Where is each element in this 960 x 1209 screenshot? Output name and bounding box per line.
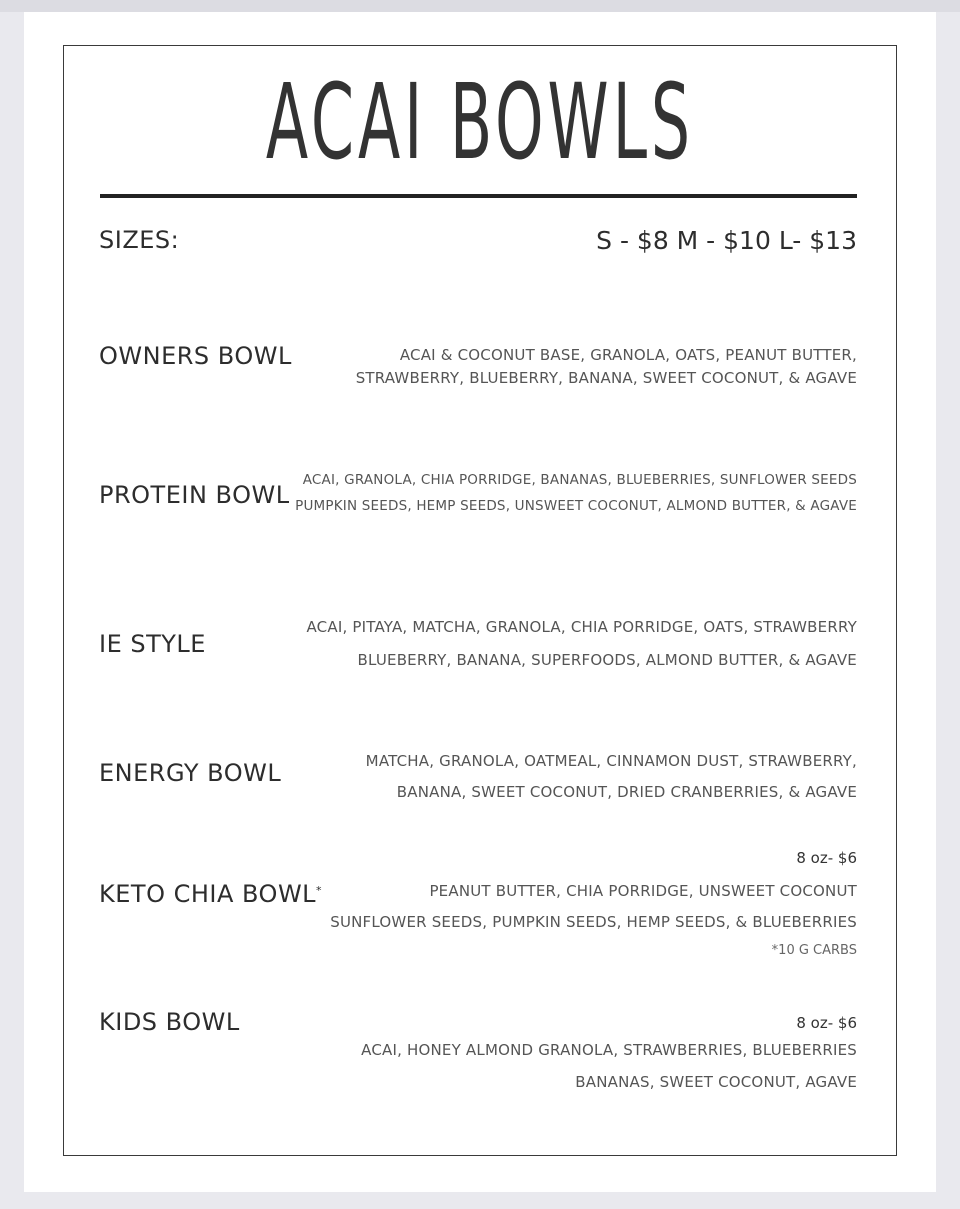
item-name-kids-bowl: KIDS BOWL bbox=[99, 1008, 240, 1036]
menu-title: ACAI BOWLS bbox=[265, 61, 695, 183]
item-desc-line: STRAWBERRY, BLUEBERRY, BANANA, SWEET COCONUT, & AGAVE bbox=[355, 369, 857, 387]
item-desc-line: PUMPKIN SEEDS, HEMP SEEDS, UNSWEET COCONUT, ALMOND BUTTER, & AGAVE bbox=[295, 498, 857, 514]
carb-note-marker: * bbox=[316, 884, 323, 897]
item-desc-line: ACAI, PITAYA, MATCHA, GRANOLA, CHIA PORRIDGE, OATS, STRAWBERRY bbox=[306, 618, 857, 636]
item-desc-line: ACAI & COCONUT BASE, GRANOLA, OATS, PEANUT BUTTER, bbox=[399, 346, 857, 364]
sizes-label: SIZES: bbox=[99, 226, 180, 254]
item-name-protein-bowl: PROTEIN BOWL bbox=[99, 481, 290, 509]
item-desc-line: MATCHA, GRANOLA, OATMEAL, CINNAMON DUST, STRAWBERRY, bbox=[365, 752, 857, 770]
item-name-text: KETO CHIA BOWL bbox=[99, 880, 317, 908]
item-desc-line: SUNFLOWER SEEDS, PUMPKIN SEEDS, HEMP SEEDS, & BLUEBERRIES bbox=[330, 913, 857, 931]
item-desc-line: PEANUT BUTTER, CHIA PORRIDGE, UNSWEET COCONUT bbox=[429, 882, 857, 900]
item-name-energy-bowl: ENERGY BOWL bbox=[99, 759, 282, 787]
item-price: 8 oz- $6 bbox=[796, 849, 857, 867]
title-divider bbox=[100, 194, 857, 198]
item-desc-line: ACAI, HONEY ALMOND GRANOLA, STRAWBERRIES, BLUEBERRIES bbox=[361, 1041, 857, 1059]
sizes-prices: S - $8 M - $10 L- $13 bbox=[596, 226, 857, 255]
item-name-ie-style: IE STYLE bbox=[99, 630, 206, 658]
item-desc-line: ACAI, GRANOLA, CHIA PORRIDGE, BANANAS, BLUEBERRIES, SUNFLOWER SEEDS bbox=[302, 472, 857, 488]
item-desc-line: BLUEBERRY, BANANA, SUPERFOODS, ALMOND BUTTER, & AGAVE bbox=[357, 651, 857, 669]
item-desc-line: BANANAS, SWEET COCONUT, AGAVE bbox=[575, 1073, 857, 1091]
item-name-owners-bowl: OWNERS BOWL bbox=[99, 342, 292, 370]
item-desc-line: BANANA, SWEET COCONUT, DRIED CRANBERRIES, & AGAVE bbox=[396, 783, 857, 801]
menu-border bbox=[63, 45, 897, 1156]
item-name-keto-chia-bowl bbox=[99, 880, 322, 908]
carb-note: *10 G CARBS bbox=[771, 943, 857, 958]
top-strip bbox=[0, 0, 960, 12]
item-price: 8 oz- $6 bbox=[796, 1014, 857, 1032]
